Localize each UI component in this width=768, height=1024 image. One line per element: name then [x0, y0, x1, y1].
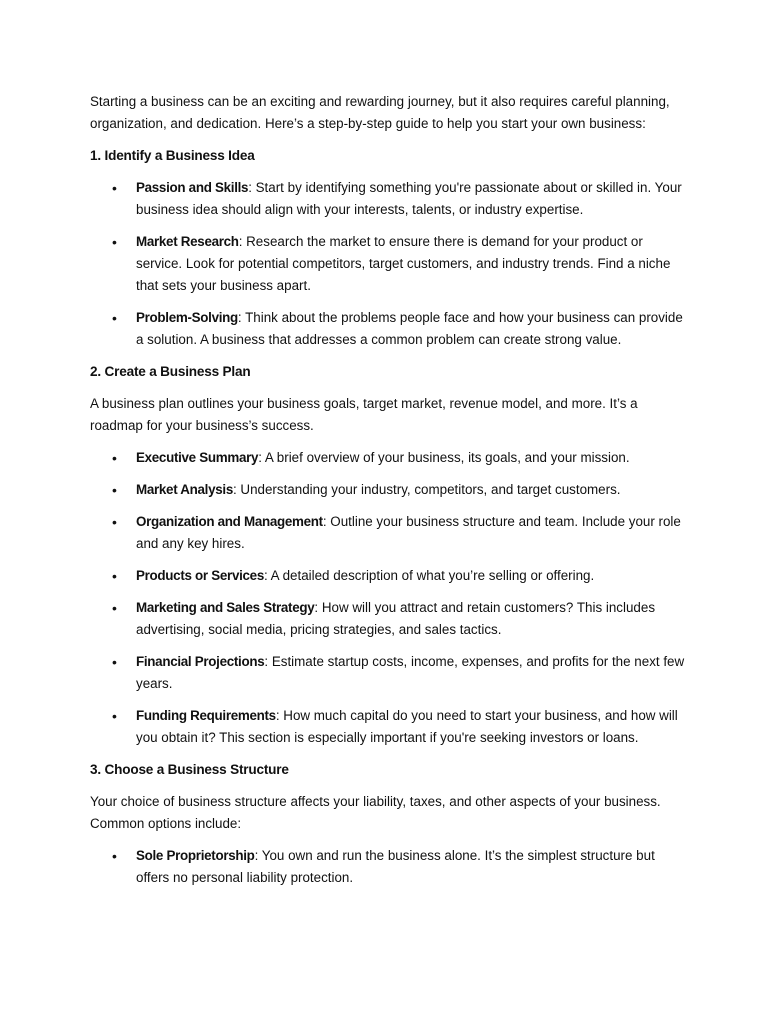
- list-item: [90, 597, 688, 641]
- bullet-text: : Outline your business structure and team. Include your role and any key hires.: [136, 514, 681, 551]
- bullet-icon: •: [112, 600, 117, 616]
- list-item: [90, 231, 688, 297]
- section-heading-business-plan: 2. Create a Business Plan: [90, 364, 251, 379]
- bullet-text: : Start by identifying something you're passionate about or skilled in. Your business idea should align with your interests, talents, or industry expertise.: [136, 180, 682, 217]
- section-description-business-structure: Your choice of business structure affects your liability, taxes, and other aspects of your business. Common options include:: [90, 794, 661, 831]
- list-item: [90, 479, 688, 501]
- bullet-term: Funding Requirements: [136, 708, 276, 723]
- bullet-term: Financial Projections: [136, 654, 265, 669]
- bullet-icon: •: [112, 234, 117, 250]
- bullet-term: Products or Services: [136, 568, 264, 583]
- bullet-term: Marketing and Sales Strategy: [136, 600, 315, 615]
- bullet-text: : Think about the problems people face and how your business can provide a solution. A business that addresses a common problem can create strong value.: [136, 310, 683, 347]
- list-item: [90, 177, 688, 221]
- bullet-term: Sole Proprietorship: [136, 848, 255, 863]
- list-item: [90, 307, 688, 351]
- bullet-icon: •: [112, 654, 117, 670]
- bullet-term: Executive Summary: [136, 450, 259, 465]
- bullet-icon: •: [112, 514, 117, 530]
- section-heading-identify-idea: 1. Identify a Business Idea: [90, 148, 255, 163]
- bullet-list-identify-idea: [90, 177, 688, 351]
- bullet-icon: •: [112, 180, 117, 196]
- bullet-text: : A brief overview of your business, its goals, and your mission.: [258, 450, 630, 465]
- section-heading-business-structure: 3. Choose a Business Structure: [90, 762, 289, 777]
- bullet-term: Passion and Skills: [136, 180, 249, 195]
- list-item: [90, 845, 688, 889]
- bullet-term: Organization and Management: [136, 514, 323, 529]
- bullet-text: : How will you attract and retain customers? This includes advertising, social media, pricing strategies, and sales tactics.: [136, 600, 656, 637]
- intro-paragraph: Starting a business can be an exciting and rewarding journey, but it also requires careful planning, organization, and dedication. Here’s a step-by-step guide to help you start your own business:: [90, 94, 670, 131]
- bullet-term: Market Research: [136, 234, 239, 249]
- list-item: [90, 705, 688, 749]
- bullet-term: Market Analysis: [136, 482, 233, 497]
- bullet-text: : How much capital do you need to start your business, and how will you obtain it? This section is especially important if you're seeking investors or loans.: [136, 708, 678, 745]
- bullet-text: : Estimate startup costs, income, expenses, and profits for the next few years.: [136, 654, 685, 691]
- bullet-term: Problem-Solving: [136, 310, 238, 325]
- bullet-text: : Research the market to ensure there is demand for your product or service. Look for potential competitors, target customers, and industry trends. Find a niche that sets your business apart.: [136, 234, 671, 293]
- bullet-icon: •: [112, 310, 117, 326]
- list-item: [90, 651, 688, 695]
- bullet-icon: •: [112, 568, 117, 584]
- list-item: [90, 565, 688, 587]
- bullet-icon: •: [112, 450, 117, 466]
- bullet-icon: •: [112, 708, 117, 724]
- bullet-list-business-structure: [90, 845, 688, 889]
- bullet-list-business-plan: [90, 447, 688, 749]
- list-item: [90, 511, 688, 555]
- bullet-text: : You own and run the business alone. It’s the simplest structure but offers no personal liability protection.: [136, 848, 655, 885]
- bullet-text: : A detailed description of what you’re selling or offering.: [263, 568, 595, 583]
- list-item: [90, 447, 688, 469]
- bullet-text: : Understanding your industry, competitors, and target customers.: [232, 482, 621, 497]
- bullet-icon: •: [112, 848, 117, 864]
- section-description-business-plan: A business plan outlines your business goals, target market, revenue model, and more. It’s a roadmap for your business’s success.: [90, 396, 638, 433]
- bullet-icon: •: [112, 482, 117, 498]
